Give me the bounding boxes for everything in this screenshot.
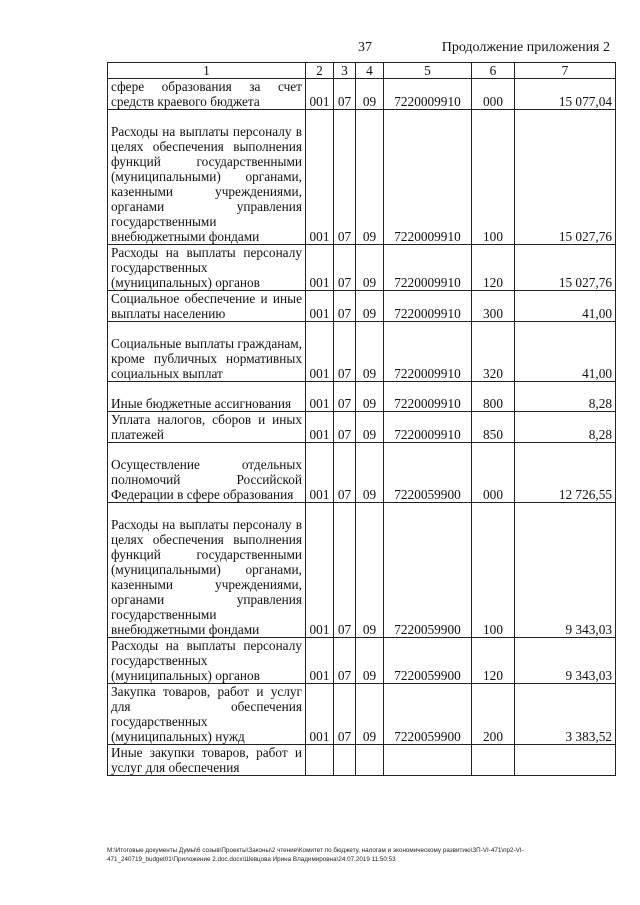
row-section-code: 07 (334, 110, 356, 245)
row-description: Уплата налогов, сборов и иных платежей (108, 412, 306, 443)
row-expense-type: 850 (472, 412, 515, 443)
row-admin-code: 001 (306, 503, 334, 638)
row-target-code: 7220009910 (384, 110, 472, 245)
page-number: 37 (358, 40, 372, 55)
row-admin-code: 001 (306, 382, 334, 412)
column-header: 1 (108, 63, 306, 79)
row-subsection-code: 09 (356, 443, 384, 503)
row-target-code: 7220059900 (384, 443, 472, 503)
row-section-code: 07 (334, 291, 356, 322)
row-amount: 8,28 (515, 412, 616, 443)
row-target-code: 7220009910 (384, 412, 472, 443)
table-row (108, 745, 616, 776)
footer-path: M:\Итоговые документы Думы\6 созыв\Проекты\Законы\2 чтение\Комитет по бюджету, налогам и экономическому развитию\ЗП-VI-471\пр2-VI-471_240719_budget01\Приложение 2.doc.docx\Шевцова Ирина Владимировна\24.07.2019 11:50:53 (107, 847, 524, 863)
row-expense-type: 000 (472, 79, 515, 110)
row-admin-code (306, 745, 334, 776)
row-subsection-code: 09 (356, 503, 384, 638)
row-admin-code: 001 (306, 412, 334, 443)
row-expense-type: 000 (472, 443, 515, 503)
row-section-code: 07 (334, 684, 356, 745)
row-description: Социальное обеспечение и иные выплаты населению (108, 291, 306, 322)
row-description: Иные закупки товаров, работ и услуг для обеспечения (108, 745, 306, 776)
row-admin-code: 001 (306, 245, 334, 291)
row-section-code: 07 (334, 79, 356, 110)
row-description: Расходы на выплаты персоналу в целях обеспечения выполнения функций государственными (муниципальными) органами, казенными учреждениями, органами управления государственными внебюджетными фондами (108, 110, 306, 245)
row-expense-type: 300 (472, 291, 515, 322)
row-expense-type: 200 (472, 684, 515, 745)
row-subsection-code: 09 (356, 412, 384, 443)
row-description: Расходы на выплаты персоналу в целях обеспечения выполнения функций государственными (муниципальными) органами, казенными учреждениями, органами управления государственными внебюджетными фондами (108, 503, 306, 638)
row-amount (515, 745, 616, 776)
row-description: Закупка товаров, работ и услуг для обеспечения государственных (муниципальных) нужд (108, 684, 306, 745)
row-admin-code: 001 (306, 638, 334, 684)
row-section-code: 07 (334, 443, 356, 503)
row-admin-code: 001 (306, 684, 334, 745)
row-target-code: 7220009910 (384, 245, 472, 291)
table-row (108, 503, 616, 638)
row-section-code: 07 (334, 638, 356, 684)
row-subsection-code: 09 (356, 245, 384, 291)
row-amount: 15 027,76 (515, 245, 616, 291)
row-subsection-code (356, 745, 384, 776)
row-section-code: 07 (334, 382, 356, 412)
row-amount: 9 343,03 (515, 638, 616, 684)
row-amount: 8,28 (515, 382, 616, 412)
table-row (108, 245, 616, 291)
row-section-code: 07 (334, 503, 356, 638)
table-row (108, 382, 616, 412)
budget-table (107, 62, 616, 776)
row-subsection-code: 09 (356, 684, 384, 745)
row-amount: 41,00 (515, 322, 616, 382)
row-section-code: 07 (334, 245, 356, 291)
row-amount: 15 027,76 (515, 110, 616, 245)
row-admin-code: 001 (306, 110, 334, 245)
column-header: 5 (384, 63, 472, 79)
column-header: 2 (306, 63, 334, 79)
row-description: Осуществление отдельных полномочий Российской Федерации в сфере образования (108, 443, 306, 503)
table-row (108, 79, 616, 110)
row-subsection-code: 09 (356, 638, 384, 684)
row-expense-type: 320 (472, 322, 515, 382)
row-target-code: 7220059900 (384, 638, 472, 684)
row-admin-code: 001 (306, 291, 334, 322)
row-target-code: 7220009910 (384, 382, 472, 412)
table-header-row (108, 63, 616, 79)
row-expense-type: 120 (472, 245, 515, 291)
row-amount: 12 726,55 (515, 443, 616, 503)
row-amount: 9 343,03 (515, 503, 616, 638)
row-subsection-code: 09 (356, 322, 384, 382)
row-description: Иные бюджетные ассигнования (108, 382, 306, 412)
row-expense-type: 100 (472, 110, 515, 245)
row-target-code (384, 745, 472, 776)
row-expense-type: 800 (472, 382, 515, 412)
column-header: 7 (515, 63, 616, 79)
row-subsection-code: 09 (356, 382, 384, 412)
row-section-code: 07 (334, 412, 356, 443)
column-header: 6 (472, 63, 515, 79)
row-amount: 15 077,04 (515, 79, 616, 110)
column-header: 4 (356, 63, 384, 79)
table-body (108, 79, 616, 776)
table-row (108, 443, 616, 503)
row-amount: 3 383,52 (515, 684, 616, 745)
row-target-code: 7220009910 (384, 322, 472, 382)
table-row (108, 322, 616, 382)
row-expense-type: 100 (472, 503, 515, 638)
row-subsection-code: 09 (356, 291, 384, 322)
row-expense-type (472, 745, 515, 776)
table-row (108, 291, 616, 322)
row-section-code (334, 745, 356, 776)
row-description: Социальные выплаты гражданам, кроме публичных нормативных социальных выплат (108, 322, 306, 382)
continuation-label: Продолжение приложения 2 (441, 40, 610, 55)
row-subsection-code: 09 (356, 110, 384, 245)
row-subsection-code: 09 (356, 79, 384, 110)
row-target-code: 7220059900 (384, 684, 472, 745)
row-expense-type: 120 (472, 638, 515, 684)
table-row (108, 684, 616, 745)
row-description: сфере образования за счет средств краевого бюджета (108, 79, 306, 110)
row-amount: 41,00 (515, 291, 616, 322)
row-admin-code: 001 (306, 322, 334, 382)
row-description: Расходы на выплаты персоналу государственных (муниципальных) органов (108, 638, 306, 684)
row-admin-code: 001 (306, 79, 334, 110)
table-row (108, 412, 616, 443)
table-row (108, 110, 616, 245)
column-header: 3 (334, 63, 356, 79)
row-target-code: 7220009910 (384, 79, 472, 110)
row-target-code: 7220009910 (384, 291, 472, 322)
row-section-code: 07 (334, 322, 356, 382)
row-description: Расходы на выплаты персоналу государственных (муниципальных) органов (108, 245, 306, 291)
row-admin-code: 001 (306, 443, 334, 503)
table-row (108, 638, 616, 684)
row-target-code: 7220059900 (384, 503, 472, 638)
